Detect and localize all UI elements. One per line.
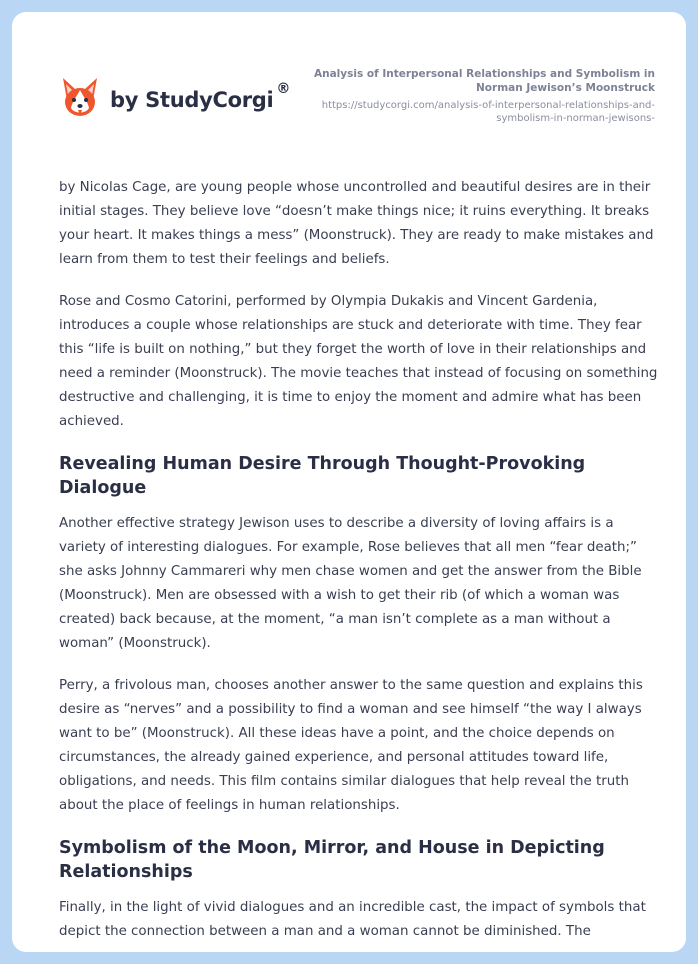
paragraph-3: Another effective strategy Jewison uses to describe a diversity of loving affairs is a variety of interesting dialogues. For example, Rose believes that all men “fear death;” she asks Johnny Cammareri why men chase women and get the answer from the Bible (Moonstruck). Men are obsessed with a wish to get their rib (of which a woman was created) back because, at the moment, “a man isn’t complete as a man without a woman” (Moonstruck). <box>59 516 642 651</box>
corgi-icon <box>60 76 100 120</box>
document-meta <box>295 67 655 125</box>
page-header <box>12 12 686 152</box>
paragraph-2: Rose and Cosmo Catorini, performed by Olympia Dukakis and Vincent Gardenia, introduces a couple whose relationships are stuck and deteriorate with time. They fear this “life is built on nothing,” but they forget the worth of love in their relationships and need a reminder (Moonstruck). The movie teaches that instead of focusing on something destructive and challenging, it is time to enjoy the moment and admire what has been achieved. <box>59 294 658 429</box>
document-url[interactable]: https://studycorgi.com/analysis-of-interpersonal-relationships-and-symbolism-in-norman-jewisons- <box>321 100 655 124</box>
paragraph-5: Finally, in the light of vivid dialogues and an incredible cast, the impact of symbols that depict the connection between a man and a woman cannot be diminished. The <box>59 900 646 939</box>
document-title: Analysis of Interpersonal Relationships and Symbolism in Norman Jewison’s Moonstruck <box>314 68 655 94</box>
studycorgi-logo[interactable] <box>60 76 290 120</box>
document-body <box>59 176 659 952</box>
section-heading-symbolism: Symbolism of the Moon, Mirror, and House in Depicting Relationships <box>59 838 605 882</box>
paragraph-1: by Nicolas Cage, are young people whose uncontrolled and beautiful desires are in their initial stages. They believe love “doesn’t make things nice; it ruins everything. It breaks your heart. It makes things a mess” (Moonstruck). They are ready to make mistakes and learn from them to test their feelings and beliefs. <box>59 180 654 267</box>
section-heading-dialogue: Revealing Human Desire Through Thought-Provoking Dialogue <box>59 454 586 498</box>
document-page <box>12 12 686 952</box>
logo-text: by StudyCorgi <box>110 88 274 112</box>
paragraph-4: Perry, a frivolous man, chooses another answer to the same question and explains this desire as “nerves” and a possibility to find a woman and see himself “the way I always want to be” (Moonstruck). All these ideas have a point, and the choice depends on circumstances, the already gained experience, and personal attitudes toward life, obligations, and needs. This film contains similar dialogues that help reveal the truth about the place of feelings in human relationships. <box>59 678 643 813</box>
registered-mark: ® <box>276 81 291 97</box>
